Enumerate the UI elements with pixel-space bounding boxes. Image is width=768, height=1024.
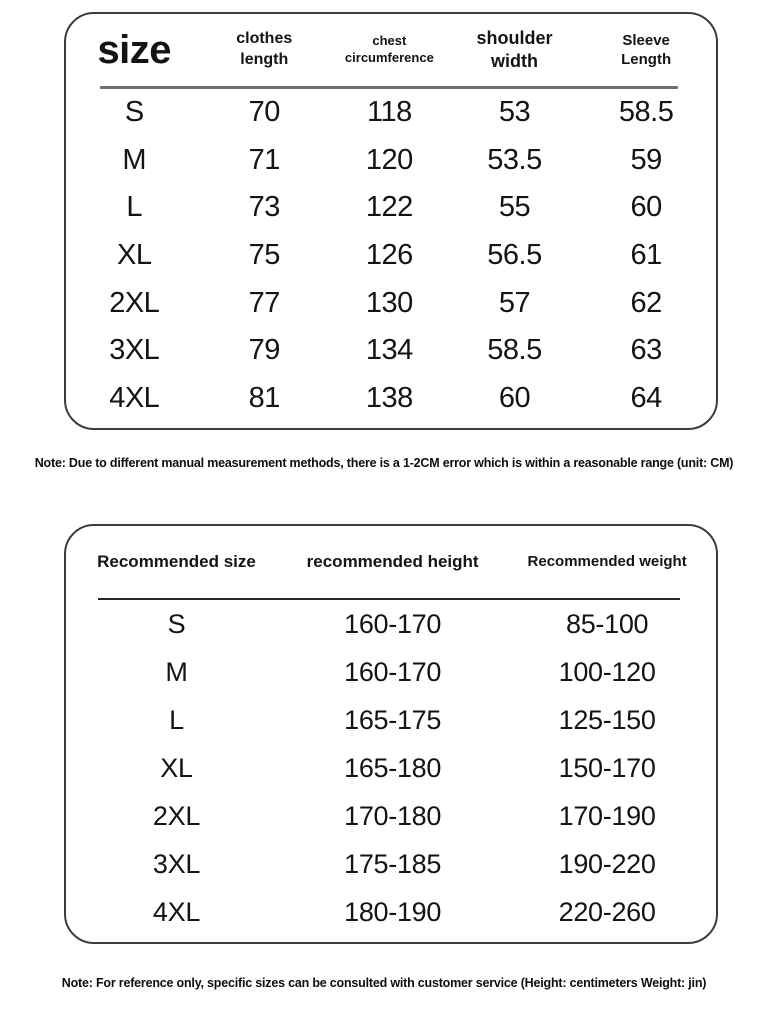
shoulder-width-value: 60 xyxy=(498,381,531,414)
column-header-shoulder-width xyxy=(453,27,577,74)
size-label: 3XL xyxy=(152,848,201,879)
column-header-label: clothes length xyxy=(236,30,293,68)
size-recommendation-card xyxy=(64,524,718,944)
shoulder-width-value: 58.5 xyxy=(487,334,542,367)
clothes-length-value: 75 xyxy=(248,239,280,272)
size-label: 4XL xyxy=(109,381,160,414)
column-header-label: recommended height xyxy=(306,551,479,571)
recommended-height-value: 165-175 xyxy=(344,704,442,735)
size-table-body xyxy=(66,89,716,428)
chest-circumference-value: 118 xyxy=(367,96,412,129)
recommended-weight-value: 220-260 xyxy=(558,896,656,927)
table-row-s xyxy=(66,89,716,137)
size-table-title: size xyxy=(97,27,172,72)
clothes-length-value: 71 xyxy=(248,143,280,176)
recommended-weight-value: 100-120 xyxy=(558,656,656,687)
table-row-s xyxy=(66,600,716,648)
recommended-weight-value: 150-170 xyxy=(558,752,656,783)
clothes-length-value: 70 xyxy=(248,96,280,129)
table-row-2xl xyxy=(66,279,716,327)
size-label: 4XL xyxy=(152,896,201,927)
table-row-m xyxy=(66,648,716,696)
table-row-3xl xyxy=(66,840,716,888)
chest-circumference-value: 126 xyxy=(365,239,413,272)
recommended-height-value: 175-185 xyxy=(344,848,442,879)
sleeve-length-value: 58.5 xyxy=(618,96,674,129)
recommended-height-value: 160-170 xyxy=(344,656,442,687)
recommended-weight-value: 85-100 xyxy=(565,608,649,639)
column-header-label: shoulder width xyxy=(476,27,553,71)
shoulder-width-value: 57 xyxy=(498,286,531,319)
size-label: 2XL xyxy=(152,800,201,831)
size-table-header-row xyxy=(66,14,716,86)
shoulder-width-value: 56.5 xyxy=(487,239,542,272)
column-header-recommended-size xyxy=(66,551,287,573)
table-row-l xyxy=(66,696,716,744)
size-label: L xyxy=(169,704,184,735)
size-label: S xyxy=(124,96,144,129)
column-header-recommended-height xyxy=(287,551,498,573)
recommended-weight-value: 190-220 xyxy=(558,848,656,879)
recommended-weight-value: 125-150 xyxy=(558,704,656,735)
size-label: S xyxy=(167,608,186,639)
table-row-4xl xyxy=(66,374,716,422)
column-header-sleeve-length xyxy=(576,31,716,70)
recommended-height-value: 160-170 xyxy=(344,608,442,639)
shoulder-width-value: 53.5 xyxy=(487,143,542,176)
size-label: M xyxy=(122,143,147,176)
table-row-m xyxy=(66,137,716,185)
column-header-label: Sleeve Length xyxy=(621,31,672,68)
clothes-length-value: 77 xyxy=(248,286,280,319)
recommended-weight-value: 170-190 xyxy=(558,800,656,831)
shoulder-width-value: 55 xyxy=(498,191,531,224)
measurement-error-note: Note: Due to different manual measurement methods, there is a 1-2CM error which is within a reasonable range (unit: CM) xyxy=(34,456,734,470)
recommended-height-value: 170-180 xyxy=(344,800,442,831)
clothes-length-value: 73 xyxy=(248,191,280,224)
sleeve-length-value: 64 xyxy=(630,381,662,414)
clothes-length-value: 79 xyxy=(248,334,280,367)
sleeve-length-value: 61 xyxy=(630,239,662,272)
sleeve-length-value: 59 xyxy=(630,143,662,176)
table-row-xl xyxy=(66,744,716,792)
column-header-chest-circumference xyxy=(326,33,453,67)
table-row-2xl xyxy=(66,792,716,840)
sleeve-length-value: 63 xyxy=(630,334,662,367)
table-row-4xl xyxy=(66,888,716,936)
size-label: 2XL xyxy=(109,286,160,319)
chest-circumference-value: 122 xyxy=(365,191,413,224)
sleeve-length-value: 62 xyxy=(630,286,662,319)
column-header-recommended-weight xyxy=(498,552,716,572)
size-label: 3XL xyxy=(109,334,160,367)
table-row-xl xyxy=(66,232,716,280)
chest-circumference-value: 138 xyxy=(365,381,413,414)
recommended-height-value: 165-180 xyxy=(344,752,442,783)
shoulder-width-value: 53 xyxy=(498,96,531,129)
reference-only-note: Note: For reference only, specific sizes can be consulted with customer service (Height: centimeters Weight: jin) xyxy=(61,976,707,990)
column-header-label: chest circumference xyxy=(344,33,434,65)
recommended-height-value: 180-190 xyxy=(344,896,442,927)
size-label: XL xyxy=(117,239,152,272)
chest-circumference-value: 134 xyxy=(365,334,413,367)
recommend-table-header-row xyxy=(66,526,716,598)
table-row-l xyxy=(66,184,716,232)
size-label: M xyxy=(165,656,188,687)
size-label: L xyxy=(126,191,143,224)
column-header-clothes-length xyxy=(203,29,327,71)
table-row-3xl xyxy=(66,327,716,375)
size-measurements-card xyxy=(64,12,718,430)
sleeve-length-value: 60 xyxy=(630,191,662,224)
clothes-length-value: 81 xyxy=(248,381,280,414)
chest-circumference-value: 130 xyxy=(365,286,413,319)
column-header-label: Recommended size xyxy=(97,551,256,571)
recommend-table-body xyxy=(66,600,716,942)
chest-circumference-value: 120 xyxy=(365,143,413,176)
column-header-label: Recommended weight xyxy=(527,553,687,571)
size-label: XL xyxy=(160,752,193,783)
